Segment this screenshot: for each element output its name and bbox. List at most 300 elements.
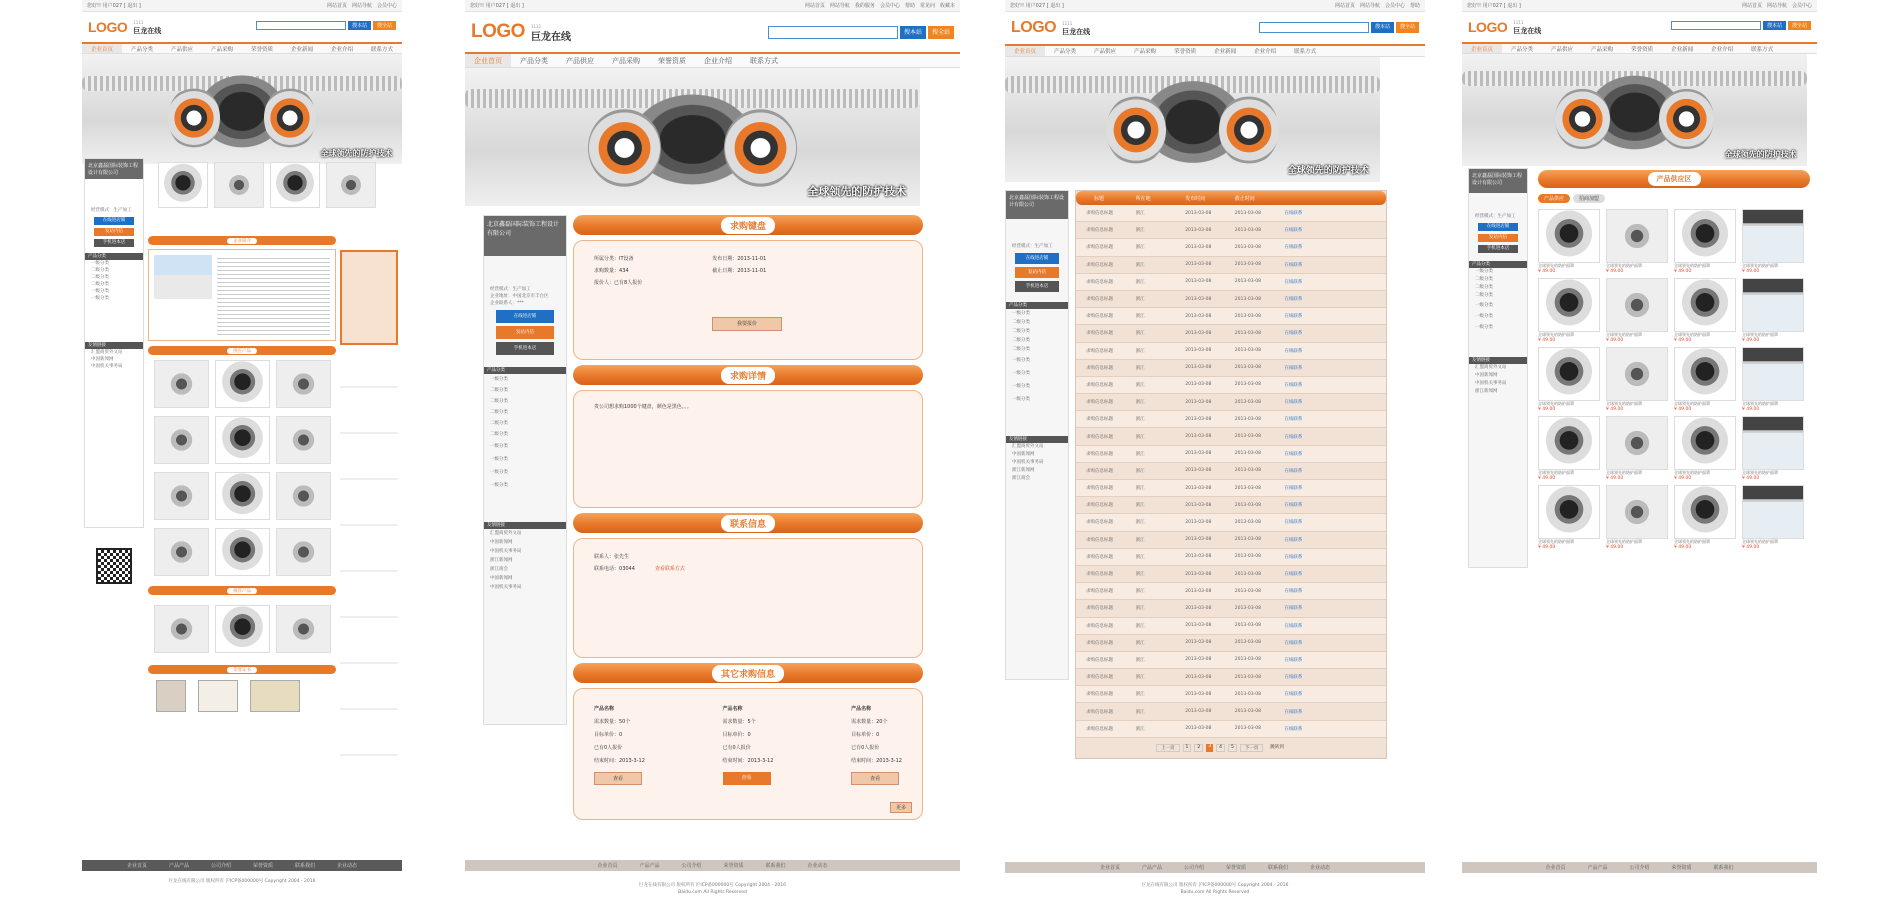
product-name[interactable]: 全球领先的防护面罩 (1674, 539, 1710, 544)
product-image[interactable] (1674, 209, 1736, 263)
nav-about[interactable]: 企业介绍 (704, 56, 732, 65)
send-message-button[interactable]: 发站内信 (1478, 234, 1519, 242)
friend-link[interactable]: 汇盟商贸外文站 (490, 531, 522, 536)
friend-link[interactable]: 中国机关事务局 (490, 549, 522, 554)
row-contact-link[interactable]: 在线联系 (1284, 537, 1303, 543)
row-title: 求购信息标题 (1086, 486, 1113, 492)
product-card[interactable] (1606, 485, 1668, 550)
category-item[interactable]: 二级分类 (1475, 293, 1493, 298)
nav-categories[interactable]: 产品分类 (1511, 46, 1534, 53)
mobile-shop-button[interactable]: 手机进本店 (1478, 245, 1519, 253)
product-price: ¥ 49.00 (1742, 269, 1760, 274)
page-number[interactable]: 4 (1216, 744, 1225, 752)
enter-shop-button[interactable]: 在线进店铺 (496, 310, 553, 323)
table-row[interactable] (1076, 360, 1386, 377)
nav-honor[interactable]: 荣誉资质 (251, 46, 274, 53)
friend-link[interactable]: 中国机关事务局 (1012, 460, 1044, 465)
user-status[interactable]: 您好!! 用户027 [ 退出 ] (87, 3, 141, 9)
product-card[interactable] (1742, 278, 1804, 343)
product-thumb[interactable] (215, 416, 270, 464)
friend-link[interactable]: 中国机关事务局 (1475, 381, 1507, 386)
friend-link[interactable]: 浙江商会 (490, 567, 508, 572)
friend-link[interactable]: 浙江商会 (1012, 476, 1030, 481)
nav-news[interactable]: 企业新闻 (1214, 49, 1237, 55)
product-name[interactable]: 全球领先的防护面罩 (1606, 263, 1642, 268)
products-title: 供应产品 (227, 348, 257, 354)
nav-supply[interactable]: 产品供应 (171, 46, 194, 53)
search-button[interactable]: 搜本站 (348, 21, 371, 30)
row-date: 2013-03-08 (1185, 262, 1212, 268)
product-thumb[interactable] (154, 360, 209, 408)
logo[interactable]: LOGO (1011, 19, 1057, 36)
category-item[interactable]: 二级分类 (1012, 347, 1030, 352)
certificate[interactable] (250, 680, 300, 712)
nav-categories[interactable]: 产品分类 (131, 46, 154, 53)
nav-about[interactable]: 企业介绍 (331, 46, 354, 53)
search-button[interactable]: 搜本站 (900, 26, 926, 39)
product-image[interactable] (1674, 347, 1736, 401)
row-contact-link[interactable]: 在线联系 (1284, 211, 1303, 217)
category-item[interactable]: 二级分类 (91, 268, 109, 273)
tab-franchise[interactable]: 招商加盟 (1573, 194, 1605, 203)
product-image[interactable] (1606, 347, 1668, 401)
product-thumb[interactable] (215, 360, 270, 408)
category-item[interactable]: 二级分类 (490, 388, 508, 393)
product-image[interactable] (1538, 209, 1600, 263)
view-button[interactable]: 查看 (594, 772, 642, 785)
product-image[interactable] (1606, 278, 1668, 332)
hot-title: 推荐产品 (227, 588, 257, 594)
enter-shop-button[interactable]: 在线进店铺 (1478, 223, 1519, 231)
product-thumb[interactable] (158, 162, 208, 208)
table-row[interactable] (1076, 480, 1386, 497)
link-home[interactable]: 网站首页 (326, 3, 347, 9)
category-item[interactable]: 一级分类 (490, 444, 508, 449)
product-card[interactable] (1606, 278, 1668, 343)
row-date: 2013-03-08 (1185, 451, 1212, 457)
friend-link[interactable]: 汇盟商贸外文站 (91, 350, 123, 355)
nav-purchase[interactable]: 产品采购 (612, 56, 640, 65)
table-row[interactable] (1076, 669, 1386, 686)
search-button[interactable]: 搜本站 (1763, 21, 1786, 30)
search-input[interactable] (256, 21, 346, 30)
product-price: ¥ 49.00 (1538, 476, 1556, 481)
category-item[interactable]: 一级分类 (1012, 371, 1030, 376)
category-item[interactable]: 一级分类 (91, 296, 109, 301)
product-name[interactable]: 全球领先的防护面罩 (1742, 332, 1778, 337)
search-input[interactable] (1259, 22, 1369, 33)
page-number[interactable]: 5 (1228, 744, 1237, 752)
view-button[interactable]: 查看 (723, 772, 771, 785)
table-row[interactable] (1076, 343, 1386, 360)
table-row[interactable] (1076, 600, 1386, 617)
product-thumb[interactable] (276, 528, 331, 576)
category-item[interactable]: 一级分类 (1475, 314, 1493, 319)
row-contact-link[interactable]: 在线联系 (1284, 245, 1303, 251)
mobile-shop-button[interactable]: 手机进本店 (1015, 281, 1058, 292)
prev-page[interactable]: 上一页 (1156, 744, 1180, 752)
product-name[interactable]: 全球领先的防护面罩 (1538, 470, 1574, 475)
product-name[interactable]: 全球领先的防护面罩 (1742, 263, 1778, 268)
quote-button[interactable]: 我要报价 (712, 317, 782, 331)
product-name[interactable]: 全球领先的防护面罩 (1674, 401, 1710, 406)
product-thumb[interactable] (215, 605, 270, 653)
table-row[interactable] (1076, 274, 1386, 291)
category-item[interactable]: 二级分类 (1012, 320, 1030, 325)
mobile-shop-button[interactable]: 手机进本店 (496, 342, 553, 355)
product-thumb[interactable] (276, 416, 331, 464)
banner-slogan: 全球领先的防护技术 (1287, 165, 1369, 176)
nav-supply[interactable]: 产品供应 (566, 56, 594, 65)
category-item[interactable]: 一级分类 (1475, 325, 1493, 330)
page-product-supply (1462, 0, 1817, 920)
category-item[interactable]: 二级分类 (1475, 277, 1493, 282)
product-name[interactable]: 全球领先的防护面罩 (1606, 332, 1642, 337)
purchase-info: 所属分类：IT设备 求购数量：434 报价人：已有8人报价 发布日期：2013-11-01 截止日期：2013-11-01 我要报价 (573, 240, 923, 360)
category-item[interactable]: 二级分类 (490, 432, 508, 437)
friend-link[interactable]: 中国机关事务局 (91, 364, 123, 369)
nav-categories[interactable]: 产品分类 (1054, 49, 1077, 55)
row-contact-link[interactable]: 在线联系 (1284, 434, 1303, 440)
nav-honor[interactable]: 荣誉资质 (1174, 49, 1197, 55)
category-item[interactable]: 一级分类 (490, 470, 508, 475)
enter-shop-button[interactable]: 在线进店铺 (1015, 253, 1058, 264)
category-item[interactable]: 一级分类 (91, 261, 109, 266)
nav-news[interactable]: 企业新闻 (291, 46, 314, 53)
row-contact-link[interactable]: 在线联系 (1284, 279, 1303, 285)
table-row[interactable] (1076, 291, 1386, 308)
table-row[interactable] (1076, 308, 1386, 325)
nav-home[interactable]: 企业首页 (1462, 44, 1502, 53)
table-row[interactable] (1076, 549, 1386, 566)
search-all-button[interactable]: 搜全站 (373, 21, 396, 30)
table-row[interactable] (1076, 446, 1386, 463)
page-number[interactable]: 1 (1183, 744, 1192, 752)
product-thumb[interactable] (215, 528, 270, 576)
row-contact-link[interactable]: 在线联系 (1284, 417, 1303, 423)
row-contact-link[interactable]: 在线联系 (1284, 657, 1303, 663)
product-name[interactable]: 全球领先的防护面罩 (1674, 263, 1710, 268)
row-contact-link[interactable]: 在线联系 (1284, 520, 1303, 526)
publish-date: 2013-11-01 (737, 256, 767, 262)
link-nav[interactable]: 网站导航 (351, 3, 372, 9)
send-message-button[interactable]: 发站内信 (496, 326, 553, 339)
product-thumb[interactable] (276, 360, 331, 408)
product-image[interactable] (1606, 209, 1668, 263)
product-name[interactable]: 全球领先的防护面罩 (1606, 539, 1642, 544)
product-thumb[interactable] (154, 416, 209, 464)
row-contact-link[interactable]: 在线联系 (1284, 572, 1303, 578)
category-item[interactable]: 二级分类 (91, 282, 109, 287)
search-input[interactable] (1671, 21, 1761, 30)
view-button[interactable]: 查看 (851, 772, 899, 785)
friend-link[interactable]: 中国新闻网 (490, 576, 513, 581)
table-row[interactable] (1076, 239, 1386, 256)
nav-honor[interactable]: 荣誉资质 (658, 56, 686, 65)
row-title: 求购信息标题 (1086, 211, 1113, 217)
search-all-button[interactable]: 搜全站 (1788, 21, 1811, 30)
product-image[interactable] (1742, 485, 1804, 539)
search-all-button[interactable]: 搜全站 (928, 26, 954, 39)
search-input[interactable] (768, 26, 898, 39)
product-name[interactable]: 全球领先的防护面罩 (1538, 401, 1574, 406)
product-card[interactable] (1538, 209, 1600, 274)
banner-image (465, 68, 920, 206)
product-name[interactable]: 全球领先的防护面罩 (1538, 263, 1574, 268)
product-image[interactable] (1538, 347, 1600, 401)
nav-home[interactable]: 企业首页 (465, 54, 511, 67)
product-card[interactable] (1742, 347, 1804, 412)
category-item[interactable]: 一级分类 (1475, 269, 1493, 274)
category-item[interactable]: 一级分类 (1012, 397, 1030, 402)
product-card[interactable] (1742, 485, 1804, 550)
category-item[interactable]: 二级分类 (1475, 285, 1493, 290)
row-date: 2013-03-08 (1185, 605, 1212, 611)
product-image[interactable] (1742, 209, 1804, 263)
category-item[interactable]: 一级分类 (490, 457, 508, 462)
product-card[interactable] (1742, 209, 1804, 274)
table-row[interactable] (1076, 497, 1386, 514)
nav-news[interactable]: 企业新闻 (1671, 46, 1694, 53)
row-contact-link[interactable]: 在线联系 (1284, 314, 1303, 320)
row-deadline: 2013-03-08 (1234, 726, 1261, 732)
friend-link[interactable]: 浙江新闻网 (490, 558, 513, 563)
table-row[interactable] (1076, 652, 1386, 669)
row-location: 浙江 (1135, 537, 1145, 543)
row-contact-link[interactable]: 在线联系 (1284, 468, 1303, 474)
product-card[interactable] (1674, 416, 1736, 481)
row-contact-link[interactable]: 在线联系 (1284, 486, 1303, 492)
row-contact-link[interactable]: 在线联系 (1284, 503, 1303, 509)
next-page[interactable]: 下一页 (1240, 744, 1264, 752)
product-thumb[interactable] (276, 472, 331, 520)
product-image[interactable] (1674, 278, 1736, 332)
product-image[interactable] (1742, 278, 1804, 332)
row-contact-link[interactable]: 在线联系 (1284, 640, 1303, 646)
table-row[interactable] (1076, 721, 1386, 738)
row-contact-link[interactable]: 在线联系 (1284, 348, 1303, 354)
product-name[interactable]: 全球领先的防护面罩 (1606, 401, 1642, 406)
contact-title: 联系信息 (721, 515, 775, 532)
bid-count: 已有8人报价 (614, 280, 643, 286)
product-thumb[interactable] (214, 162, 264, 208)
product-name[interactable]: 全球领先的防护面罩 (1742, 539, 1778, 544)
table-row[interactable] (1076, 377, 1386, 394)
table-row[interactable] (1076, 566, 1386, 583)
row-contact-link[interactable]: 在线联系 (1284, 262, 1303, 268)
table-row[interactable] (1076, 257, 1386, 274)
nav-purchase[interactable]: 产品采购 (1591, 46, 1614, 53)
product-thumb[interactable] (326, 162, 376, 208)
main-nav (82, 42, 402, 54)
row-contact-link[interactable]: 在线联系 (1284, 365, 1303, 371)
product-thumb[interactable] (154, 605, 209, 653)
table-row[interactable] (1076, 635, 1386, 652)
product-thumb[interactable] (215, 472, 270, 520)
product-image[interactable] (1674, 416, 1736, 470)
logo[interactable]: LOGO (88, 19, 128, 35)
nav-honor[interactable]: 荣誉资质 (1631, 46, 1654, 53)
product-image[interactable] (1538, 278, 1600, 332)
search-button[interactable]: 搜本站 (1371, 22, 1394, 33)
nav-purchase[interactable]: 产品采购 (1134, 49, 1157, 55)
nav-supply[interactable]: 产品供应 (1551, 46, 1574, 53)
category-item[interactable]: 一级分类 (91, 289, 109, 294)
category-item[interactable]: 一级分类 (1012, 358, 1030, 363)
product-name[interactable]: 全球领先的防护面罩 (1742, 401, 1778, 406)
product-image[interactable] (1742, 347, 1804, 401)
nav-about[interactable]: 企业介绍 (1254, 49, 1277, 55)
row-title: 求购信息标题 (1086, 297, 1113, 303)
table-row[interactable] (1076, 411, 1386, 428)
product-image[interactable] (1606, 416, 1668, 470)
table-row[interactable] (1076, 583, 1386, 600)
product-card[interactable] (1606, 209, 1668, 274)
row-contact-link[interactable]: 在线联系 (1284, 228, 1303, 234)
table-row[interactable] (1076, 703, 1386, 720)
product-name[interactable]: 全球领先的防护面罩 (1742, 470, 1778, 475)
nav-supply[interactable]: 产品供应 (1094, 49, 1117, 55)
product-thumb[interactable] (154, 528, 209, 576)
friend-link[interactable]: 汇盟商贸外文站 (1012, 444, 1044, 449)
table-row[interactable] (1076, 325, 1386, 342)
product-image[interactable] (1742, 416, 1804, 470)
product-card[interactable] (1538, 485, 1600, 550)
row-contact-link[interactable]: 在线联系 (1284, 331, 1303, 337)
product-name[interactable]: 全球领先的防护面罩 (1674, 332, 1710, 337)
product-image[interactable] (1606, 485, 1668, 539)
friend-link[interactable]: 中国新闻网 (1012, 452, 1035, 457)
row-contact-link[interactable]: 在线联系 (1284, 623, 1303, 629)
category-item[interactable]: 二级分类 (91, 275, 109, 280)
row-contact-link[interactable]: 在线联系 (1284, 606, 1303, 612)
mobile-shop-button[interactable]: 手机进本店 (94, 239, 135, 247)
friend-link[interactable]: 汇盟商贸外文站 (1475, 365, 1507, 370)
product-card[interactable] (1742, 416, 1804, 481)
table-row[interactable] (1076, 463, 1386, 480)
product-thumb[interactable] (154, 472, 209, 520)
top-bar: 您好!! 用户027 [ 退出 ] 网站首页 网站导航 我的服务 会员中心 帮助 常见问 收藏本 (465, 0, 960, 12)
row-contact-link[interactable]: 在线联系 (1284, 709, 1303, 715)
product-card[interactable] (1538, 278, 1600, 343)
logo[interactable]: LOGO (471, 21, 525, 42)
row-contact-link[interactable]: 在线联系 (1284, 382, 1303, 388)
nav-contact[interactable]: 联系方式 (1294, 49, 1317, 55)
product-name[interactable]: 全球领先的防护面罩 (1674, 470, 1710, 475)
category-item[interactable]: 一级分类 (1475, 303, 1493, 308)
search-all-button[interactable]: 搜全站 (1396, 22, 1419, 33)
row-contact-link[interactable]: 在线联系 (1284, 297, 1303, 303)
product-card[interactable] (1606, 416, 1668, 481)
table-row[interactable] (1076, 532, 1386, 549)
product-card[interactable] (1538, 347, 1600, 412)
friend-link[interactable]: 浙江新闻网 (1012, 468, 1035, 473)
row-contact-link[interactable]: 在线联系 (1284, 554, 1303, 560)
table-row[interactable] (1076, 514, 1386, 531)
nav-purchase[interactable]: 产品采购 (211, 46, 234, 53)
nav-home[interactable]: 企业首页 (82, 44, 122, 53)
row-contact-link[interactable]: 在线联系 (1284, 400, 1303, 406)
product-card[interactable] (1606, 347, 1668, 412)
row-contact-link[interactable]: 在线联系 (1284, 692, 1303, 698)
nav-about[interactable]: 企业介绍 (1711, 46, 1734, 53)
table-row[interactable] (1076, 394, 1386, 411)
category-item[interactable]: 一级分类 (490, 483, 508, 488)
table-row[interactable] (1076, 618, 1386, 635)
product-card[interactable] (1674, 278, 1736, 343)
logo[interactable]: LOGO (1468, 19, 1508, 35)
friend-link[interactable]: 中国新闻网 (490, 540, 513, 545)
more-button[interactable]: 更多 (890, 802, 912, 813)
product-image[interactable] (1674, 485, 1736, 539)
row-contact-link[interactable]: 在线联系 (1284, 589, 1303, 595)
row-contact-link[interactable]: 在线联系 (1284, 451, 1303, 457)
friend-link[interactable]: 中国机关事务局 (490, 585, 522, 590)
send-message-button[interactable]: 发站内信 (94, 228, 135, 236)
enter-shop-button[interactable]: 在线进店铺 (94, 217, 135, 225)
product-image[interactable] (1538, 416, 1600, 470)
product-name[interactable]: 全球领先的防护面罩 (1538, 332, 1574, 337)
category-item[interactable]: 二级分类 (490, 399, 508, 404)
nav-contact[interactable]: 联系方式 (1751, 46, 1774, 53)
top-bar: 您好!! 用户027 [ 退出 ] 网站首页 网站导航 会员中心 (1462, 0, 1817, 12)
product-card[interactable] (1538, 416, 1600, 481)
nav-home[interactable]: 企业首页 (1005, 46, 1045, 56)
product-name[interactable]: 全球领先的防护面罩 (1606, 470, 1642, 475)
nav-categories[interactable]: 产品分类 (520, 56, 548, 65)
tab-supply[interactable]: 产品供应 (1538, 194, 1570, 203)
product-thumb[interactable] (270, 162, 320, 208)
category-item[interactable]: 二级分类 (490, 421, 508, 426)
nav-contact[interactable]: 联系方式 (750, 56, 778, 65)
table-row[interactable] (1076, 686, 1386, 703)
category-item[interactable]: 一级分类 (1012, 311, 1030, 316)
product-name[interactable]: 全球领先的防护面罩 (1538, 539, 1574, 544)
row-deadline: 2013-03-08 (1234, 399, 1261, 405)
table-row[interactable] (1076, 428, 1386, 445)
friend-link[interactable]: 中国新闻网 (91, 357, 114, 362)
category-item[interactable]: 二级分类 (1012, 329, 1030, 334)
nav-contact[interactable]: 联系方式 (371, 46, 394, 53)
category-item[interactable]: 一级分类 (490, 377, 508, 382)
category-item[interactable]: 一级分类 (1012, 384, 1030, 389)
page-number-current[interactable]: 3 (1206, 744, 1213, 752)
row-contact-link[interactable]: 在线联系 (1284, 675, 1303, 681)
friend-link[interactable]: 中国新闻网 (1475, 373, 1498, 378)
header (82, 12, 402, 42)
send-message-button[interactable]: 发站内信 (1015, 267, 1058, 278)
product-thumb[interactable] (276, 605, 331, 653)
certificate[interactable] (156, 680, 186, 712)
category-item[interactable]: 二级分类 (1012, 338, 1030, 343)
product-image[interactable] (1538, 485, 1600, 539)
row-date: 2013-03-08 (1185, 657, 1212, 663)
site-name: 1111 巨龙在线 (530, 24, 571, 43)
table-row[interactable] (1076, 222, 1386, 239)
jump-to[interactable]: 跳转到 (1270, 744, 1284, 750)
category-item[interactable]: 二级分类 (490, 410, 508, 415)
product-card[interactable] (1674, 347, 1736, 412)
product-card[interactable] (1674, 485, 1736, 550)
table-row[interactable] (1076, 205, 1386, 222)
friend-link[interactable]: 浙江新闻网 (1475, 389, 1498, 394)
row-contact-link[interactable]: 在线联系 (1284, 726, 1303, 732)
link-member[interactable]: 会员中心 (376, 3, 397, 9)
page-number[interactable]: 2 (1194, 744, 1203, 752)
certificate[interactable] (198, 680, 238, 712)
product-card[interactable] (1674, 209, 1736, 274)
view-contact-link[interactable]: 查看联系方式 (654, 566, 685, 572)
